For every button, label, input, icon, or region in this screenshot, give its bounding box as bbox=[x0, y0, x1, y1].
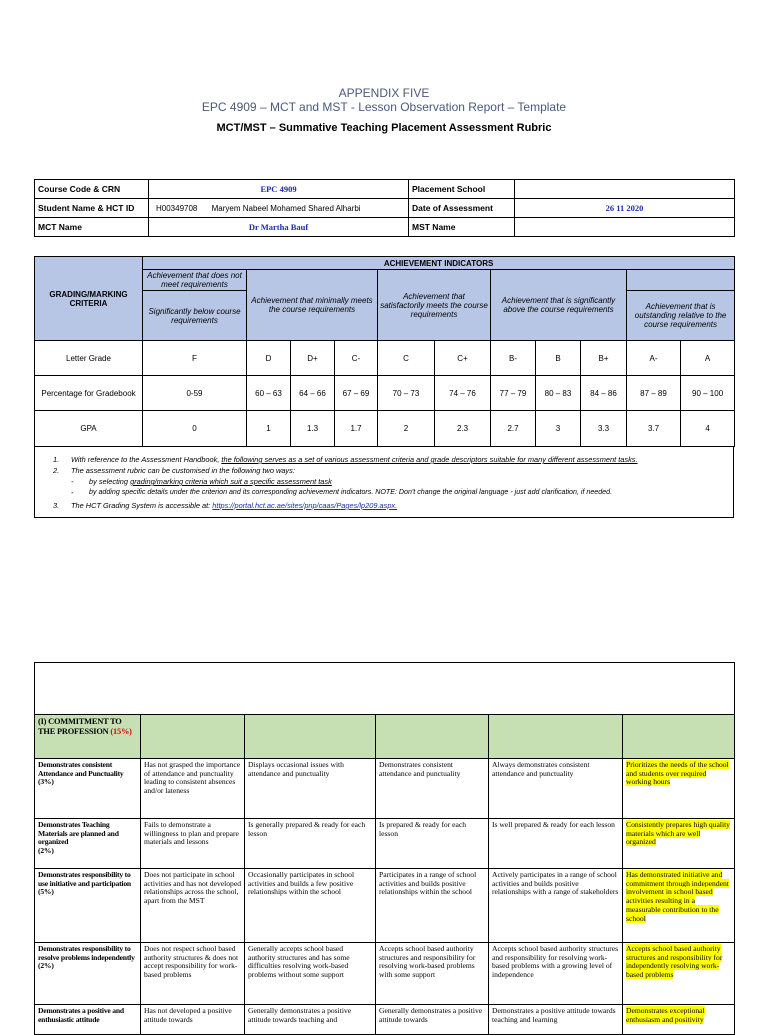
highlighted-text: Accepts school based authority structures and responsibility for independently resolving work-based problems bbox=[626, 944, 723, 980]
descriptor-cell-highlighted bbox=[623, 1005, 735, 1035]
band-a: Achievement that is outstanding relative to the course requirements bbox=[627, 291, 735, 341]
student-label: Student Name & HCT ID bbox=[35, 199, 149, 218]
gpa-cell: 1.3 bbox=[291, 411, 335, 447]
descriptor-cell: Actively participates in a range of school activities and builds positive relationships with a range of stakeholders bbox=[489, 869, 623, 943]
note-3 bbox=[71, 501, 397, 510]
criterion-weight: (2%) bbox=[38, 846, 54, 856]
mct-value: Dr Martha Bauf bbox=[149, 218, 409, 237]
descriptor-cell: Does not respect school based authority structures & does not accept responsibility for work-based problems bbox=[141, 943, 245, 1005]
rubric-row bbox=[35, 869, 735, 943]
grade-cell: C+ bbox=[435, 341, 491, 376]
letter-grade-row bbox=[35, 341, 735, 376]
band-d: Achievement that minimally meets the course requirements bbox=[247, 270, 378, 341]
course-label: Course Code & CRN bbox=[35, 180, 149, 199]
section-green-cell bbox=[623, 715, 735, 759]
descriptor-cell: Generally demonstrates a positive attitude towards teaching and bbox=[245, 1005, 376, 1035]
descriptor-cell: Fails to demonstrate a willingness to plan and prepare materials and lessons bbox=[141, 819, 245, 869]
student-name: Maryem Nabeel Mohamed Shared Alharbi bbox=[211, 203, 361, 213]
percent-cell: 90 – 100 bbox=[681, 376, 735, 411]
descriptor-cell: Accepts school based authority structures and responsibility for resolving work-based problems with some support bbox=[376, 943, 489, 1005]
descriptor-cell: Demonstrates consistent attendance and punctuality bbox=[376, 759, 489, 819]
descriptor-cell-highlighted bbox=[623, 819, 735, 869]
descriptor-cell: Has not developed a positive attitude towards bbox=[141, 1005, 245, 1035]
grading-system-link[interactable]: https://portal.hct.ac.ae/sites/pnp/caas/Pages/lp209.aspx. bbox=[212, 501, 398, 510]
bullet-1-text: by selecting bbox=[89, 477, 131, 486]
criterion-cell bbox=[35, 759, 141, 819]
criterion-cell bbox=[35, 1005, 141, 1035]
descriptor-cell: Displays occasional issues with attendance and punctuality bbox=[245, 759, 376, 819]
mct-label: MCT Name bbox=[35, 218, 149, 237]
descriptor-cell: Demonstrates a positive attitude towards teaching and learning bbox=[489, 1005, 623, 1035]
criterion-text: Demonstrates responsibility to use initiative and participation bbox=[38, 870, 131, 888]
section-header-row bbox=[35, 715, 735, 759]
section-green-cell bbox=[141, 715, 245, 759]
percent-cell: 80 – 83 bbox=[536, 376, 581, 411]
descriptor-cell: Is prepared & ready for each lesson bbox=[376, 819, 489, 869]
gpa-cell: 2.7 bbox=[491, 411, 536, 447]
descriptor-cell: Has not grasped the importance of attendance and punctuality leading to consistent absences and/or lateness bbox=[141, 759, 245, 819]
descriptor-cell: Accepts school based authority structures and responsibility for resolving work-based problems with a growing level of independence bbox=[489, 943, 623, 1005]
descriptor-cell: Generally demonstrates a positive attitude towards bbox=[376, 1005, 489, 1035]
descriptor-cell-highlighted bbox=[623, 869, 735, 943]
criterion-cell bbox=[35, 819, 141, 869]
grade-cell: F bbox=[143, 341, 247, 376]
rubric-table bbox=[34, 662, 735, 1035]
gpa-cell: 2.3 bbox=[435, 411, 491, 447]
grade-cell: A bbox=[681, 341, 735, 376]
rubric-row bbox=[35, 1005, 735, 1035]
section-green-cell bbox=[245, 715, 376, 759]
percent-cell: 70 – 73 bbox=[378, 376, 435, 411]
descriptor-cell: Is generally prepared & ready for each lesson bbox=[245, 819, 376, 869]
criterion-cell bbox=[35, 869, 141, 943]
band-f-top: Achievement that does not meet requirements bbox=[143, 270, 247, 291]
rubric-title: MCT/MST – Summative Teaching Placement Assessment Rubric bbox=[216, 122, 552, 134]
gpa-cell: 3.7 bbox=[627, 411, 681, 447]
criterion-text: Demonstrates Teaching Materials are planned and organized bbox=[38, 820, 119, 847]
percentage-label: Percentage for Gradebook bbox=[35, 376, 143, 411]
descriptor-cell: Always demonstrates consistent attendance and punctuality bbox=[489, 759, 623, 819]
gpa-cell: 3 bbox=[536, 411, 581, 447]
placement-label: Placement School bbox=[409, 180, 515, 199]
student-value bbox=[149, 199, 409, 218]
bullet-2-dash: - bbox=[71, 488, 74, 497]
criterion-weight: (5%) bbox=[38, 887, 54, 897]
gpa-label: GPA bbox=[35, 411, 143, 447]
indicators-header: ACHIEVEMENT INDICATORS bbox=[143, 257, 735, 270]
band-b: Achievement that is significantly above the course requirements bbox=[491, 270, 627, 341]
grade-cell: A- bbox=[627, 341, 681, 376]
rubric-row bbox=[35, 759, 735, 819]
percent-cell: 77 – 79 bbox=[491, 376, 536, 411]
band-a-spacer bbox=[627, 270, 735, 291]
date-value: 26 11 2020 bbox=[515, 199, 735, 218]
note-1-number: 1. bbox=[53, 455, 60, 464]
note-3-text: The HCT Grading System is accessible at: bbox=[71, 501, 213, 510]
gpa-row bbox=[35, 411, 735, 447]
bullet-1 bbox=[89, 477, 332, 486]
descriptor-cell: Is well prepared & ready for each lesson bbox=[489, 819, 623, 869]
notes-box bbox=[34, 447, 734, 518]
section-weight: (15%) bbox=[110, 726, 132, 736]
grade-cell: C- bbox=[335, 341, 378, 376]
gpa-cell: 1 bbox=[247, 411, 291, 447]
gpa-cell: 4 bbox=[681, 411, 735, 447]
note-1 bbox=[71, 455, 638, 464]
grade-cell: D+ bbox=[291, 341, 335, 376]
section-green-cell bbox=[376, 715, 489, 759]
rubric-blank-header bbox=[35, 663, 735, 715]
note-3-number: 3. bbox=[53, 501, 60, 510]
criterion-weight: (2%) bbox=[38, 961, 54, 971]
band-c: Achievement that satisfactorily meets the course requirements bbox=[378, 270, 491, 341]
criterion-text: Demonstrates responsibility to resolve problems independently bbox=[38, 944, 135, 962]
criterion-text: Demonstrates a positive and enthusiastic attitude bbox=[38, 1006, 124, 1024]
percent-cell: 84 – 86 bbox=[581, 376, 627, 411]
grade-cell: C bbox=[378, 341, 435, 376]
descriptor-cell: Generally accepts school based authority structures and has some difficulties resolving work-based problems without some support bbox=[245, 943, 376, 1005]
placement-value bbox=[515, 180, 735, 199]
percent-cell: 0-59 bbox=[143, 376, 247, 411]
bullet-1-underlined: grading/marking criteria which suit a specific assessment task bbox=[130, 477, 332, 486]
descriptor-cell: Participates in a range of school activities and builds positive relationships within the school bbox=[376, 869, 489, 943]
percent-cell: 87 – 89 bbox=[627, 376, 681, 411]
date-label: Date of Assessment bbox=[409, 199, 515, 218]
descriptor-cell-highlighted bbox=[623, 943, 735, 1005]
rubric-blank-cell bbox=[35, 663, 735, 715]
criteria-header: GRADING/MARKING CRITERIA bbox=[35, 257, 143, 341]
percent-cell: 67 – 69 bbox=[335, 376, 378, 411]
student-id: H00349708 bbox=[156, 203, 198, 213]
bullet-2: by adding specific details under the criterion and its corresponding achievement indicators. NOTE: Don't change the original language - just add clarification, if needed. bbox=[89, 488, 613, 496]
percentage-row bbox=[35, 376, 735, 411]
descriptor-cell-highlighted bbox=[623, 759, 735, 819]
note-2: The assessment rubric can be customised in the following two ways: bbox=[71, 466, 295, 475]
grade-cell: B bbox=[536, 341, 581, 376]
section-title-text: (I) COMMITMENT TO THE PROFESSION bbox=[38, 717, 122, 736]
gpa-cell: 1.7 bbox=[335, 411, 378, 447]
section-green-cell bbox=[489, 715, 623, 759]
highlighted-text: Has demonstrated initiative and commitment through independent involvement in school based activities resulting in a measurable contribution to the school bbox=[626, 870, 729, 923]
rubric-row bbox=[35, 819, 735, 869]
note-2-number: 2. bbox=[53, 466, 60, 475]
gpa-cell: 2 bbox=[378, 411, 435, 447]
grade-cell: D bbox=[247, 341, 291, 376]
mst-value bbox=[515, 218, 735, 237]
highlighted-text: Consistently prepares high quality materials which are well organized bbox=[626, 820, 730, 847]
section-title bbox=[35, 715, 141, 759]
gpa-cell: 3.3 bbox=[581, 411, 627, 447]
note-1-text: With reference to the Assessment Handbook, bbox=[71, 455, 222, 464]
bullet-1-dash: - bbox=[71, 477, 74, 486]
rubric-row bbox=[35, 943, 735, 1005]
course-value: EPC 4909 bbox=[149, 180, 409, 199]
letter-grade-label: Letter Grade bbox=[35, 341, 143, 376]
grading-table bbox=[34, 256, 735, 447]
note-1-underlined: the following serves as a set of various assessment criteria and grade descriptors suitable for many different assessment tasks. bbox=[221, 455, 638, 464]
band-f-bottom: Significantly below course requirements bbox=[143, 291, 247, 341]
grade-cell: B+ bbox=[581, 341, 627, 376]
percent-cell: 64 – 66 bbox=[291, 376, 335, 411]
criterion-cell bbox=[35, 943, 141, 1005]
appendix-heading: APPENDIX FIVE bbox=[338, 86, 430, 100]
descriptor-cell: Does not participate in school activities and has not developed relationships across the school, apart from the MST bbox=[141, 869, 245, 943]
criterion-text: Demonstrates consistent Attendance and Punctuality bbox=[38, 760, 124, 778]
criterion-weight: (3%) bbox=[38, 777, 54, 787]
percent-cell: 60 – 63 bbox=[247, 376, 291, 411]
percent-cell: 74 – 76 bbox=[435, 376, 491, 411]
descriptor-cell: Occasionally participates in school activities and builds a few positive relationships within the school bbox=[245, 869, 376, 943]
highlighted-text: Prioritizes the needs of the school and students over required working hours bbox=[626, 760, 729, 787]
mst-label: MST Name bbox=[409, 218, 515, 237]
grade-cell: B- bbox=[491, 341, 536, 376]
gpa-cell: 0 bbox=[143, 411, 247, 447]
student-info-table bbox=[34, 179, 735, 237]
highlighted-text: Demonstrates exceptional enthusiasm and positivity bbox=[626, 1006, 705, 1024]
document-subtitle: EPC 4909 – MCT and MST - Lesson Observation Report – Template bbox=[201, 100, 567, 114]
